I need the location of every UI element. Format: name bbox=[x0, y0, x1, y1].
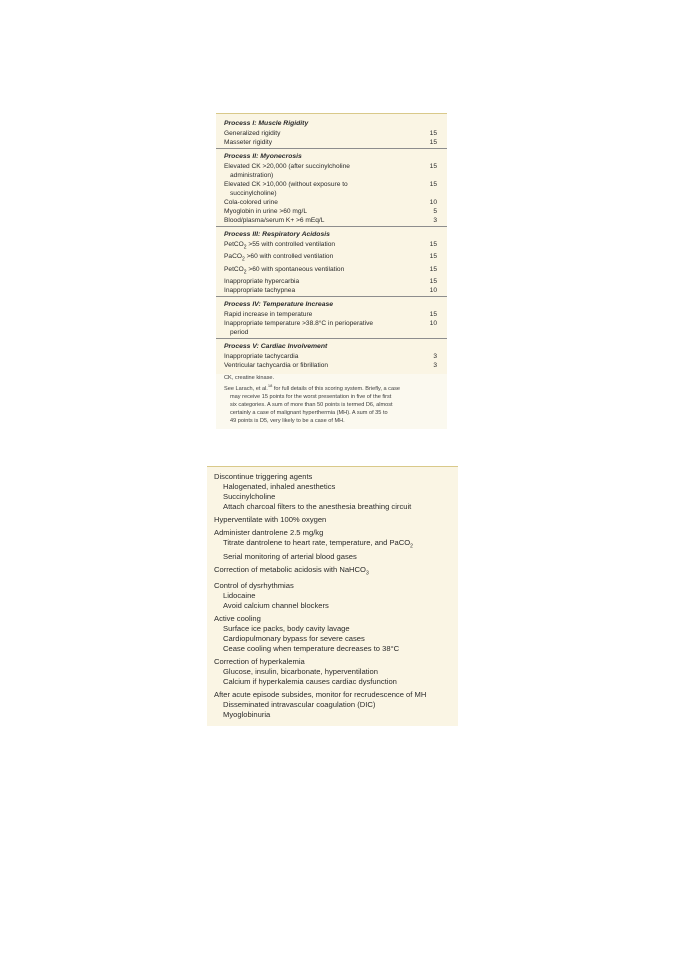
group-title: After acute episode subsides, monitor for recrudescence of MH bbox=[214, 690, 427, 700]
group-title: Control of dysrhythmias bbox=[214, 581, 294, 591]
row-points: 10 bbox=[429, 286, 437, 294]
row-points: 3 bbox=[433, 217, 437, 224]
footnote-text: for full details of this scoring system. Briefly, a case bbox=[272, 385, 400, 392]
row-label: Masseter rigidity bbox=[224, 139, 273, 146]
group-item: Lidocaine bbox=[223, 591, 256, 601]
group-item: Succinylcholine bbox=[223, 492, 276, 501]
table-row bbox=[216, 138, 447, 147]
row-label: Elevated CK >10,000 (without exposure to bbox=[224, 181, 348, 188]
section-title: Process V: Cardiac Involvement bbox=[224, 342, 328, 350]
table-row bbox=[216, 198, 447, 207]
row-label: Ventricular tachycardia or fibrillation bbox=[224, 361, 329, 369]
row-points: 10 bbox=[429, 199, 437, 206]
section-title: Process III: Respiratory Acidosis bbox=[224, 231, 330, 238]
row-label-continued: period bbox=[230, 328, 249, 336]
row-label-continued: administration) bbox=[230, 172, 274, 179]
row-label: Inappropriate temperature >38.8°C in perioperative bbox=[224, 319, 374, 327]
table-row bbox=[216, 180, 447, 198]
group-item: Cease cooling when temperature decreases to 38°C bbox=[223, 644, 400, 654]
row-points: 15 bbox=[429, 241, 437, 248]
group-item: Myoglobinuria bbox=[223, 710, 271, 720]
group-title: Active cooling bbox=[214, 614, 261, 624]
group-item: Serial monitoring of arterial blood gases bbox=[223, 551, 357, 561]
mh-scoring-table bbox=[216, 113, 447, 429]
row-points: 15 bbox=[429, 277, 437, 285]
table-row bbox=[216, 265, 447, 277]
group-item: Calcium if hyperkalemia causes cardiac dysfunction bbox=[223, 677, 397, 687]
table-row bbox=[216, 286, 447, 295]
group-item: Avoid calcium channel blockers bbox=[223, 601, 329, 611]
group-item: Glucose, insulin, bicarbonate, hyperventilation bbox=[223, 667, 378, 677]
row-points: 15 bbox=[429, 130, 437, 137]
table-row bbox=[216, 252, 447, 264]
divider bbox=[216, 296, 447, 297]
section-title: Process I: Muscle Rigidity bbox=[224, 120, 309, 127]
row-points: 15 bbox=[429, 253, 437, 261]
group-title: Administer dantrolene 2.5 mg/kg bbox=[214, 528, 324, 537]
row-label: PetCO$_2$ >60 with spontaneous ventilation bbox=[224, 265, 345, 275]
row-points: 15 bbox=[429, 310, 437, 318]
section-title: Process IV: Temperature Increase bbox=[224, 300, 334, 308]
row-label: Inappropriate tachypnea bbox=[224, 286, 296, 294]
table-row bbox=[216, 277, 447, 286]
footnote-line bbox=[216, 382, 447, 393]
reference-number: 18 bbox=[267, 383, 273, 388]
row-label: Myoglobin in urine >60 mg/L bbox=[224, 208, 308, 215]
footnote-line: may receive 15 points for the worst presentation in five of the first bbox=[230, 393, 392, 400]
row-points: 15 bbox=[429, 163, 437, 170]
row-points: 15 bbox=[429, 265, 437, 273]
table-row bbox=[216, 129, 447, 138]
row-points: 10 bbox=[429, 319, 437, 327]
table-row bbox=[216, 361, 447, 370]
row-points: 3 bbox=[433, 352, 437, 360]
row-points: 15 bbox=[429, 181, 437, 188]
footnote-line: CK, creatine kinase. bbox=[224, 375, 275, 381]
group-title: Correction of hyperkalemia bbox=[214, 657, 305, 667]
row-points: 5 bbox=[433, 208, 437, 215]
treatment-group bbox=[207, 515, 458, 525]
table-row bbox=[216, 207, 447, 216]
treatment-group bbox=[207, 472, 458, 512]
treatment-group bbox=[207, 528, 458, 562]
treatment-group bbox=[207, 581, 458, 611]
table-row bbox=[216, 240, 447, 252]
row-points: 15 bbox=[429, 139, 437, 146]
group-item: Cardiopulmonary bypass for severe cases bbox=[223, 634, 365, 644]
treatment-group bbox=[207, 614, 458, 654]
section-title: Process II: Myonecrosis bbox=[224, 153, 302, 160]
group-item: Halogenated, inhaled anesthetics bbox=[223, 482, 336, 491]
footnote-text: See Larach, et al. bbox=[224, 385, 268, 392]
group-title: Hyperventilate with 100% oxygen bbox=[214, 515, 327, 524]
group-item: Disseminated intravascular coagulation (DIC) bbox=[223, 700, 376, 710]
divider bbox=[216, 226, 447, 227]
row-label: Inappropriate hypercarbia bbox=[224, 277, 300, 285]
treatment-group bbox=[207, 657, 458, 687]
footnote-line: certainly a case of malignant hyperthermia (MH). A sum of 35 to bbox=[230, 409, 388, 416]
row-label: PaCO$_2$ >60 with controlled ventilation bbox=[224, 253, 334, 263]
row-label: Blood/plasma/serum K+ >6 mEq/L bbox=[224, 217, 325, 224]
table-row bbox=[216, 162, 447, 180]
scoring-table-body bbox=[216, 114, 447, 376]
table-row bbox=[216, 310, 447, 319]
group-item: Titrate dantrolene to heart rate, temperature, and PaCO$_2$ bbox=[223, 538, 413, 550]
row-points: 3 bbox=[433, 361, 437, 369]
mh-treatment-table bbox=[207, 466, 458, 726]
row-label: Inappropriate tachycardia bbox=[224, 352, 299, 360]
row-label-continued: succinylcholine) bbox=[230, 190, 277, 197]
row-label: PetCO$_2$ >55 with controlled ventilation bbox=[224, 241, 336, 251]
row-label: Generalized rigidity bbox=[224, 130, 281, 137]
row-label: Elevated CK >20,000 (after succinylcholine bbox=[224, 163, 350, 170]
treatment-group bbox=[207, 565, 458, 579]
table-row bbox=[216, 352, 447, 361]
table-row bbox=[216, 319, 447, 337]
group-title: Discontinue triggering agents bbox=[214, 472, 313, 481]
footnote-line: 49 points is D5, very likely to be a case of MH. bbox=[230, 417, 345, 424]
footnote-line: six categories. A sum of more than 50 points is termed D6, almost bbox=[230, 401, 393, 408]
divider bbox=[216, 338, 447, 339]
table-footnote bbox=[216, 374, 447, 429]
group-item: Attach charcoal filters to the anesthesia breathing circuit bbox=[223, 502, 412, 511]
table-row bbox=[216, 216, 447, 225]
row-label: Cola-colored urine bbox=[224, 199, 278, 206]
treatment-group bbox=[207, 690, 458, 720]
group-item: Surface ice packs, body cavity lavage bbox=[223, 624, 350, 634]
group-title: Correction of metabolic acidosis with NaHCO$_3$ bbox=[214, 564, 369, 577]
row-label: Rapid increase in temperature bbox=[224, 310, 313, 318]
divider bbox=[216, 148, 447, 149]
